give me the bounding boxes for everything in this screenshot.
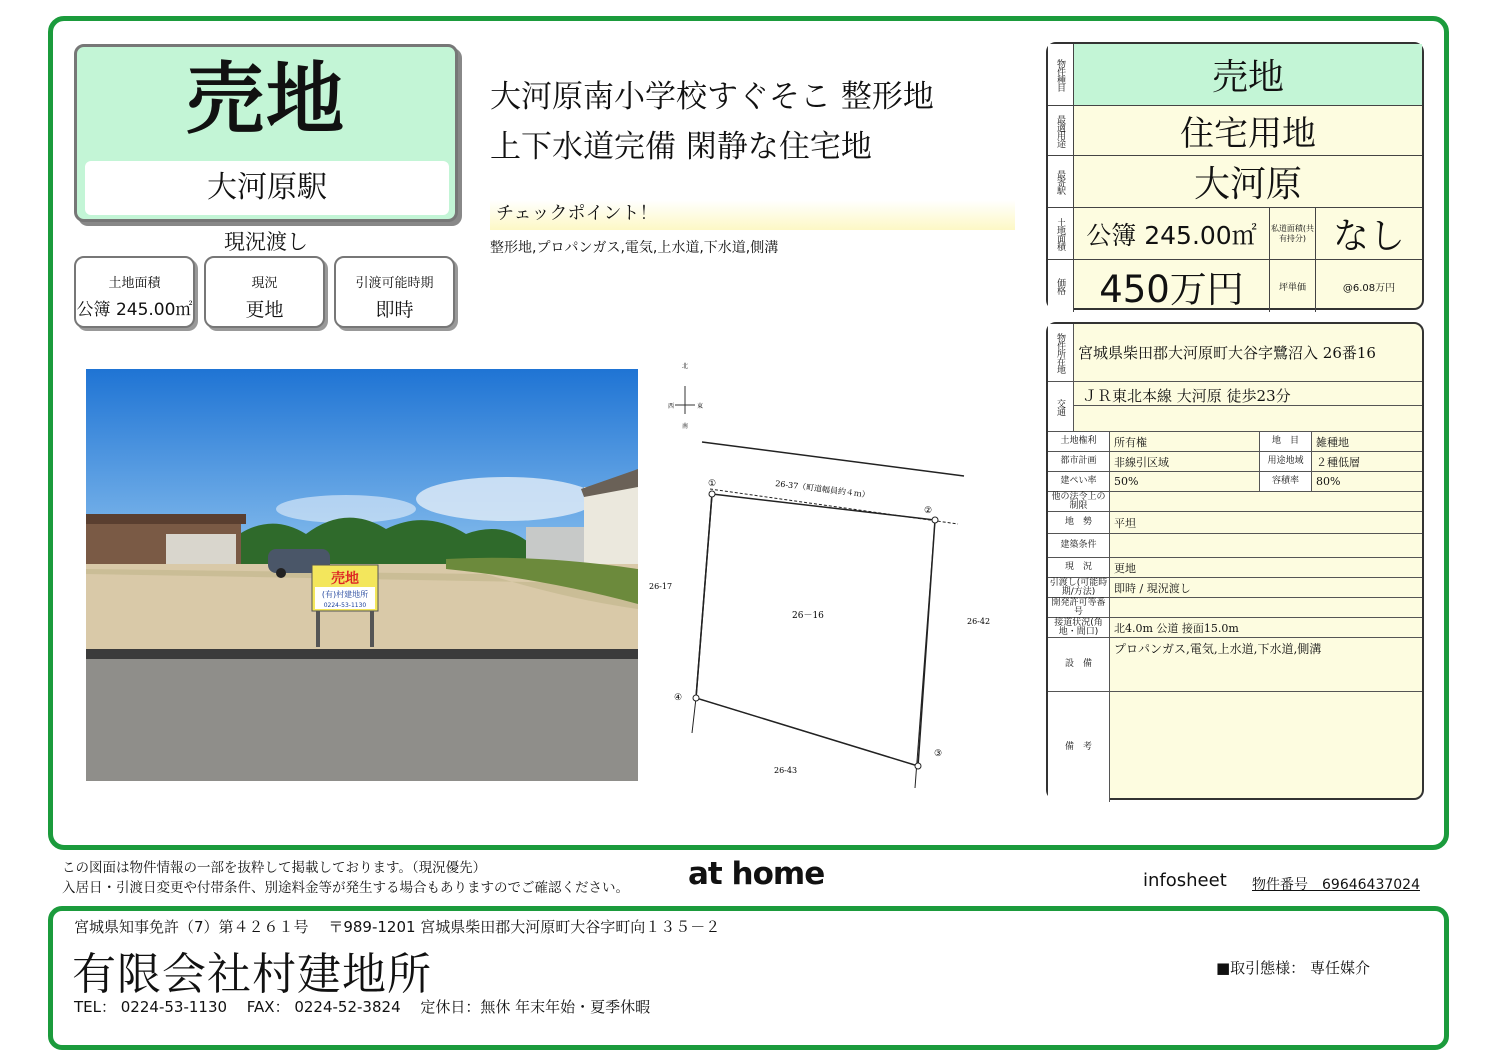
- detail-row-address: [1048, 324, 1422, 382]
- row-value: 雑種地: [1316, 435, 1349, 449]
- row-label: 建築条件: [1048, 534, 1110, 557]
- row-value: 50%: [1110, 472, 1260, 491]
- row-value: 即時 / 現況渡し: [1114, 581, 1191, 595]
- row-label: 最適用途: [1048, 106, 1074, 155]
- summary-row-use: [1048, 106, 1422, 156]
- row-label: 交通: [1048, 382, 1074, 431]
- sign-title: 売地: [185, 55, 346, 145]
- address: 宮城県柴田郡大河原町大谷字鷺沼入 26番16: [1078, 344, 1376, 362]
- photo-sign-company: (有)村建地所: [321, 590, 369, 599]
- row-value: プロパンガス,電気,上水道,下水道,側溝: [1114, 642, 1322, 656]
- property-photo: [86, 369, 638, 781]
- summary-row-type: [1048, 44, 1422, 106]
- lot-diagram: [649, 358, 1000, 798]
- detail-row-rights: [1048, 432, 1422, 452]
- property-type: 売地: [1211, 57, 1284, 98]
- row-label: 地 勢: [1048, 512, 1110, 533]
- row-label: 開発許可等番号: [1048, 598, 1110, 617]
- price: 450万円: [1074, 260, 1270, 312]
- detail-row-coverage: [1048, 472, 1422, 492]
- row-value: [1110, 598, 1114, 617]
- disclaimer: [62, 858, 629, 898]
- photo-sign-phone: 0224-53-1130: [323, 602, 367, 609]
- detail-table: [1046, 322, 1424, 800]
- row-label: 最寄駅: [1048, 156, 1074, 207]
- row-label: 現 況: [1048, 558, 1110, 577]
- row-label: 引渡し(可能時期/方法): [1048, 578, 1110, 597]
- infosheet-label: infosheet: [1143, 870, 1227, 891]
- row-label: 設 備: [1048, 638, 1110, 691]
- row-label: 価格: [1048, 260, 1074, 312]
- summary-row-station: [1048, 156, 1422, 208]
- detail-row-permit-no: [1048, 598, 1422, 618]
- info-value: 公簿 245.00㎡: [76, 300, 193, 320]
- summary-table: [1046, 42, 1424, 310]
- row-value: ２種低層: [1316, 455, 1360, 469]
- handover-label: 現況渡し: [224, 230, 308, 254]
- road-label: 26-37（町道幅員約４ｍ）: [774, 479, 871, 500]
- south-neighbor: 26-43: [774, 766, 798, 775]
- info-box-status: [204, 256, 325, 328]
- compass-n: 北: [681, 363, 689, 370]
- summary-row-price: [1048, 260, 1422, 312]
- headline: [490, 72, 934, 172]
- info-box-handover-time: [334, 256, 455, 328]
- west-neighbor: 26-17: [649, 582, 673, 591]
- corner-1: ①: [708, 479, 717, 489]
- compass-e: 東: [697, 403, 704, 410]
- detail-row-facilities: [1048, 638, 1422, 692]
- row-label: 土地面積: [1048, 208, 1074, 259]
- info-box-area: [74, 256, 195, 328]
- detail-row-status: [1048, 558, 1422, 578]
- transport: ＪＲ東北本線 大河原 徒歩23分: [1082, 387, 1291, 405]
- row-label: 他の法令上の制限: [1048, 492, 1110, 511]
- info-label: 現況: [251, 276, 278, 291]
- row-value: 非線引区域: [1110, 452, 1260, 471]
- compass-w: 西: [668, 403, 675, 410]
- info-value: 更地: [245, 299, 284, 321]
- row-label: 容積率: [1260, 472, 1312, 491]
- detail-row-remarks: [1048, 692, 1422, 802]
- row-value: 平坦: [1114, 516, 1136, 530]
- row-label: 建ぺい率: [1048, 472, 1110, 491]
- row-value: 更地: [1114, 561, 1136, 575]
- nearest-station: 大河原: [1193, 164, 1302, 205]
- lot-number: 26－16: [792, 611, 824, 621]
- land-area: 公簿 245.00㎡: [1074, 208, 1270, 259]
- detail-row-other-restrictions: [1048, 492, 1422, 512]
- detail-row-road-access: [1048, 618, 1422, 638]
- corner-2: ②: [924, 506, 933, 516]
- deal-type: ■取引態様： 専任媒介: [1216, 959, 1370, 977]
- property-number: 物件番号 69646437024: [1252, 877, 1420, 893]
- private-road-value: なし: [1332, 216, 1405, 257]
- headline-line-2: 上下水道完備 閑静な住宅地: [490, 129, 872, 165]
- license-address: 宮城県知事免許（7）第４２６１号 〒989-1201 宮城県柴田郡大河原町大谷字町向１３５－２: [74, 918, 721, 936]
- row-value: [1110, 492, 1114, 511]
- disclaimer-line-1: この図面は物件情報の一部を抜粋して掲載しております。（現況優先）: [62, 860, 487, 876]
- private-road-label: 私道面積(共有持分): [1270, 208, 1316, 259]
- row-value: [1110, 692, 1114, 802]
- row-value: 80%: [1316, 475, 1341, 488]
- info-value: 即時: [375, 299, 414, 321]
- company-name: 有限会社村建地所: [72, 949, 432, 1000]
- corner-3: ③: [934, 749, 943, 759]
- summary-row-area: [1048, 208, 1422, 260]
- detail-row-terrain: [1048, 512, 1422, 534]
- unit-price: @6.08万円: [1342, 282, 1396, 294]
- row-value: 北4.0m 公道 接面15.0m: [1114, 621, 1239, 635]
- detail-row-transport: [1048, 382, 1422, 432]
- info-label: 引渡可能時期: [355, 276, 434, 291]
- row-label: 土地権利: [1048, 432, 1110, 451]
- detail-row-build-condition: [1048, 534, 1422, 558]
- photo-sign-title: 売地: [331, 571, 359, 587]
- headline-line-1: 大河原南小学校すぐそこ 整形地: [490, 79, 934, 115]
- checkpoint-items: 整形地,プロパンガス,電気,上水道,下水道,側溝: [490, 240, 779, 256]
- row-label: 物件所在地: [1048, 324, 1074, 381]
- detail-row-handover: [1048, 578, 1422, 598]
- sign-station: 大河原駅: [85, 161, 449, 215]
- contact-info: TEL： 0224-53-1130 FAX： 0224-52-3824 定休日：無休 年末年始・夏季休暇: [74, 998, 651, 1016]
- unit-price-label: 坪単価: [1270, 260, 1316, 312]
- row-label: 備 考: [1048, 692, 1110, 802]
- detail-row-planning: [1048, 452, 1422, 472]
- row-label: 地 目: [1260, 432, 1312, 451]
- corner-4: ④: [674, 693, 683, 703]
- row-label: 接道状況(角地・間口): [1048, 618, 1110, 637]
- row-value: 所有権: [1110, 432, 1260, 451]
- property-sign: [74, 44, 458, 222]
- checkpoint-title: チェックポイント！: [490, 200, 1015, 230]
- row-label: 都市計画: [1048, 452, 1110, 471]
- athome-logo: at home: [688, 856, 825, 892]
- row-label: 用途地域: [1260, 452, 1312, 471]
- row-value: [1110, 534, 1114, 557]
- compass-s: 南: [681, 423, 689, 430]
- east-neighbor: 26-42: [967, 617, 991, 626]
- row-label: 物件種目: [1048, 44, 1074, 105]
- info-label: 土地面積: [108, 276, 161, 291]
- best-use: 住宅用地: [1180, 114, 1316, 154]
- disclaimer-line-2: 入居日・引渡日変更や付帯条件、別途料金等が発生する場合もありますのでご確認ください。: [62, 880, 629, 896]
